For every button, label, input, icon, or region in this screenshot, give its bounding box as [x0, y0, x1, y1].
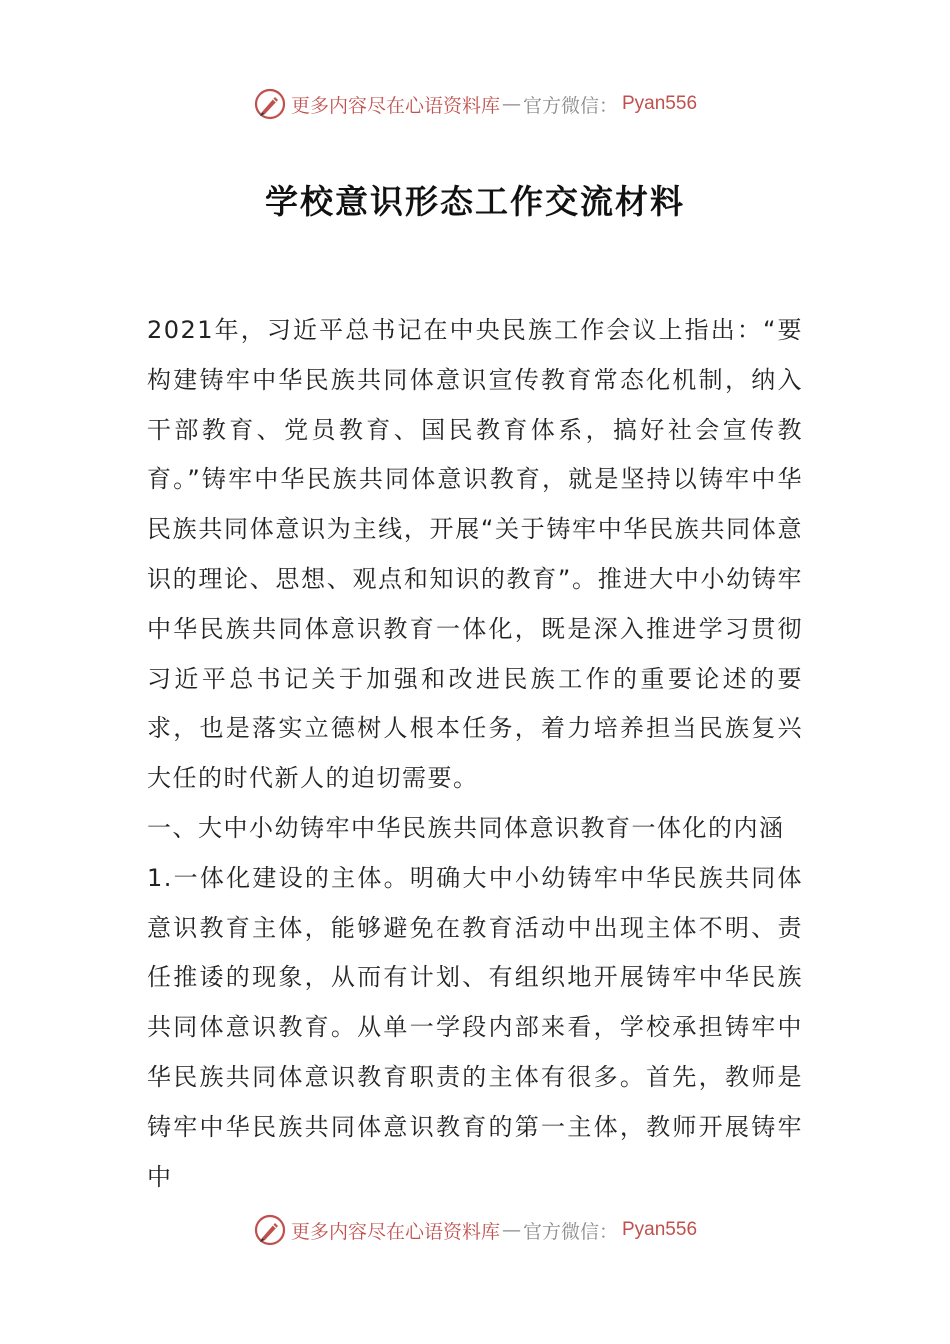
banner-wechat-id: Pyan556	[622, 93, 698, 114]
banner-wechat-label: 官方微信：	[522, 1220, 618, 1243]
intro-paragraph: 2021年，习近平总书记在中央民族工作会议上指出：“要构建铸牢中华民族共同体意识宣传教育常态化机制，纳入干部教育、党员教育、国民教育体系，搞好社会宣传教育。”铸牢中华民族共同体意识教育，就是坚持以铸牢中华民族共同体意识为主线，开展“关于铸牢中华民族共同体意识的理论、思想、观点和知识的教育”。推进大中小幼铸牢中华民族共同体意识教育一体化，既是深入推进学习贯彻习近平总书记关于加强和改进民族工作的重要论述的要求，也是落实立德树人根本任务，着力培养担当民族复兴大任的时代新人的迫切需要。	[147, 316, 803, 793]
banner-dash: —	[501, 93, 521, 115]
banner-wechat-label: 官方微信：	[522, 94, 618, 117]
sub-paragraph: 1.一体化建设的主体。明确大中小幼铸牢中华民族共同体意识教育主体，能够避免在教育活动中出现主体不明、责任推诿的现象，从而有计划、有组织地开展铸牢中华民族共同体意识教育。从单一学段内部来看，学校承担铸牢中华民族共同体意识教育职责的主体有很多。首先，教师是铸牢中华民族共同体意识教育的第一主体，教师开展铸牢中	[147, 863, 803, 1191]
footer-banner	[0, 1210, 950, 1250]
banner-dash: —	[501, 1219, 521, 1241]
pen-circle-logo-icon	[253, 1213, 287, 1247]
section-heading: 一、大中小幼铸牢中华民族共同体意识教育一体化的内涵	[147, 813, 785, 842]
banner-text: 更多内容尽在心语资料库	[290, 1220, 500, 1243]
banner-text: 更多内容尽在心语资料库	[290, 94, 500, 117]
document-body	[147, 306, 803, 1202]
banner-wechat-id: Pyan556	[622, 1219, 698, 1240]
document-title: 学校意识形态工作交流材料	[265, 182, 685, 221]
header-banner	[0, 84, 950, 124]
pen-circle-logo-icon	[253, 87, 287, 121]
